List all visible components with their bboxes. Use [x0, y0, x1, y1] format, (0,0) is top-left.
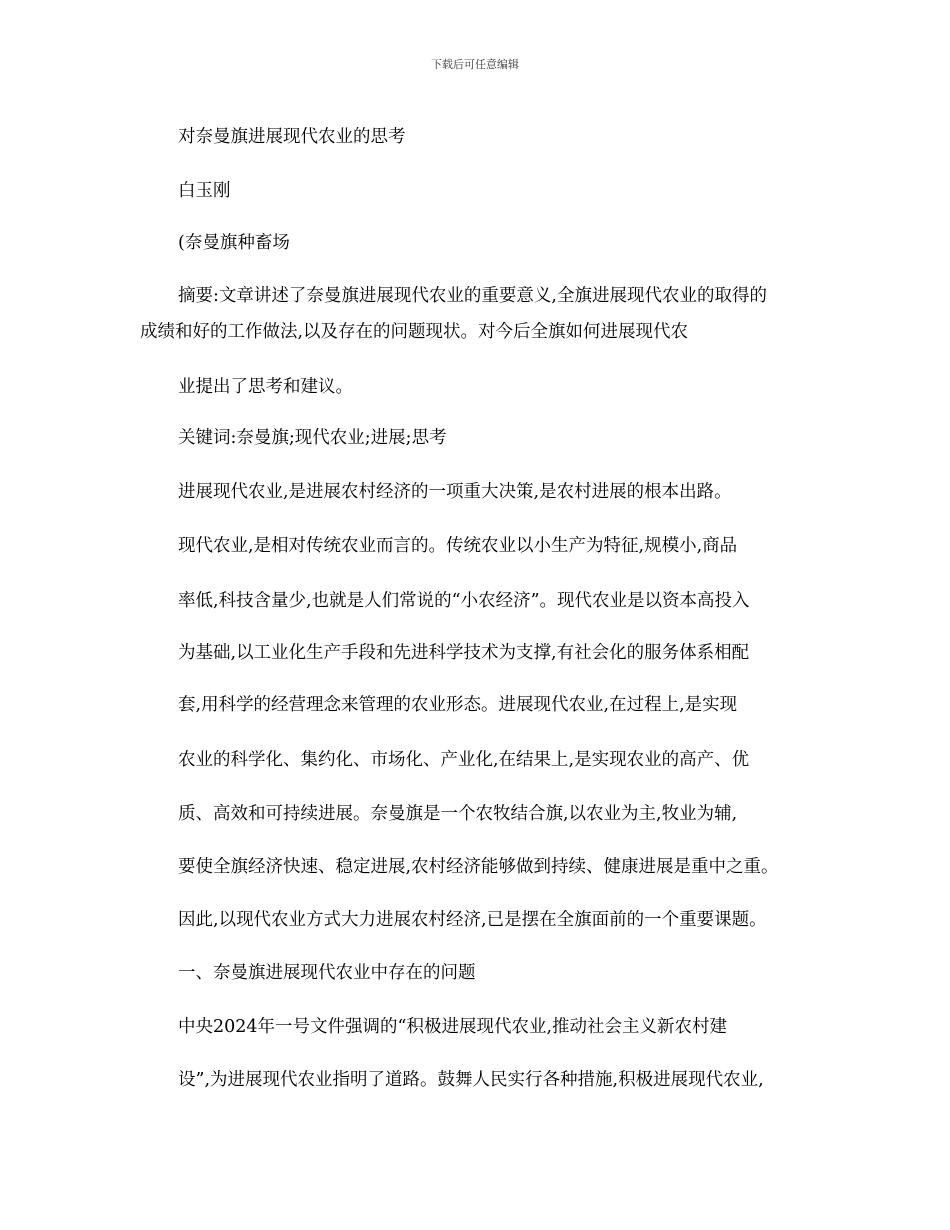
article-title: 对奈曼旗进展现代农业的思考: [178, 127, 406, 147]
body-line: 质、高效和可持续进展。奈曼旗是一个农牧结合旗,以农业为主,牧业为辅,: [178, 804, 738, 824]
keywords-line: 关键词:奈曼旗;现代农业;进展;思考: [178, 428, 447, 448]
body-line: 因此,以现代农业方式大力进展农村经济,已是摆在全旗面前的一个重要课题。: [178, 910, 767, 930]
abstract-line: 摘要:文章讲述了奈曼旗进展现代农业的重要意义,全旗进展现代农业的取得的: [178, 286, 767, 306]
body-line: 现代农业,是相对传统农业而言的。传统农业以小生产为特征,规模小,商品: [178, 536, 738, 556]
body-line: 农业的科学化、集约化、市场化、产业化,在结果上,是实现农业的高产、优: [178, 750, 750, 770]
body-line: 进展现代农业,是进展农村经济的一项重大决策,是农村进展的根本出路。: [178, 482, 732, 502]
body-line: 要使全旗经济快速、稳定进展,农村经济能够做到持续、健康进展是重中之重。: [178, 857, 779, 877]
author-name: 白玉刚: [178, 181, 231, 201]
body-line: 为基础,以工业化生产手段和先进科学技术为支撑,有社会化的服务体系相配: [178, 643, 750, 663]
abstract-line: 成绩和好的工作做法,以及存在的问题现状。对今后全旗如何进展现代农: [140, 322, 689, 342]
author-affiliation: (奈曼旗种畜场: [178, 233, 290, 253]
section-line: 中央2024年一号文件强调的“积极进展现代农业,推动社会主义新农村建: [178, 1017, 728, 1037]
abstract-line: 业提出了思考和建议。: [178, 377, 353, 397]
section-heading: 一、奈曼旗进展现代农业中存在的问题: [178, 963, 476, 983]
section-line: 设”,为进展现代农业指明了道路。鼓舞人民实行各种措施,积极进展现代农业,: [178, 1070, 764, 1090]
body-line: 率低,科技含量少,也就是人们常说的“小农经济”。现代农业是以资本高投入: [178, 591, 750, 611]
header-note: 下载后可任意编辑: [431, 58, 519, 71]
body-line: 套,用科学的经营理念来管理的农业形态。进展现代农业,在过程上,是实现: [178, 695, 738, 715]
